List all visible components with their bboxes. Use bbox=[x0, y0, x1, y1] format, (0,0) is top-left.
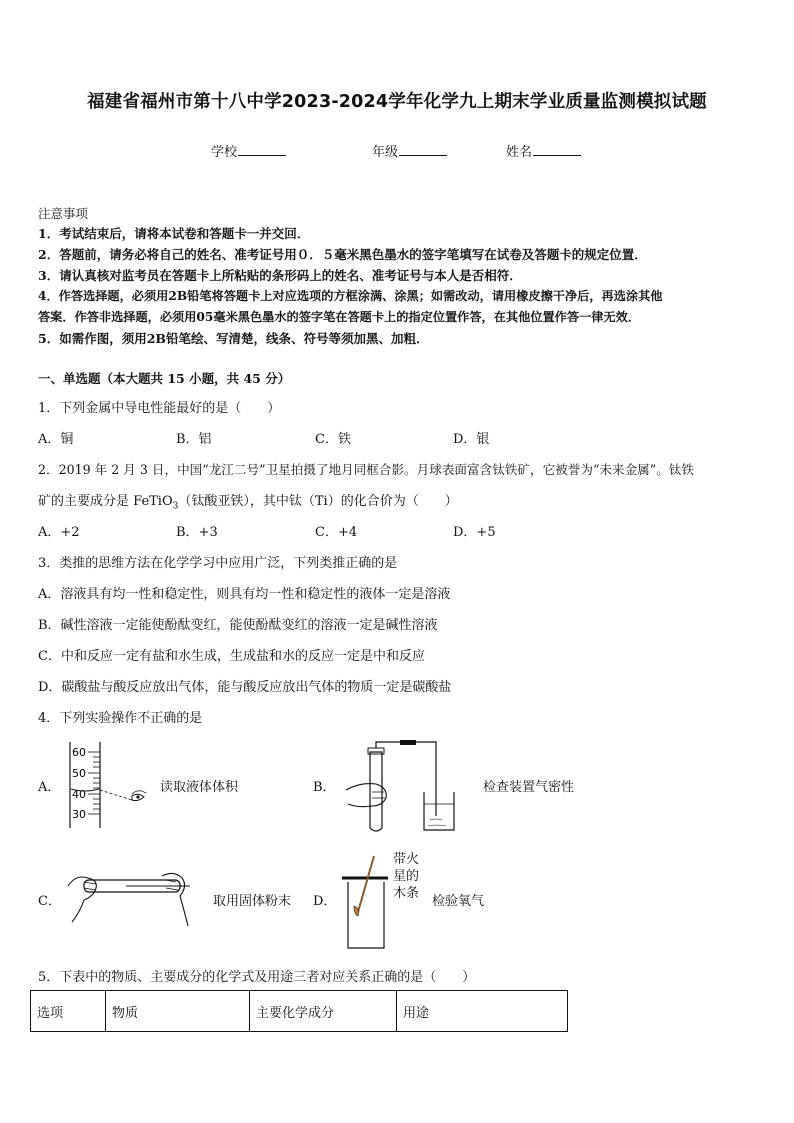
q2-line2-a: 矿的主要成分是 FeTiO bbox=[38, 494, 173, 509]
splint-label-line3: 木条 bbox=[393, 886, 420, 901]
q2-subscript: 3 bbox=[172, 501, 179, 512]
tick-label-60: 60 bbox=[72, 746, 86, 759]
q3-option-b[interactable]: B．碱性溶液一定能使酚酞变红，能使酚酞变红的溶液一定是碱性溶液 bbox=[38, 618, 438, 633]
notice-item-1: 1．考试结束后，请将本试卷和答题卡一并交回． bbox=[38, 226, 310, 241]
q5-stem: 5．下表中的物质、主要成分的化学式及用途三者对应关系正确的是（ ） bbox=[38, 970, 476, 985]
notice-item-4: 4．作答选择题，必须用2B铅笔将答题卡上对应选项的方框涂满、涂黑；如需改动，请用橡皮擦干净后，再选涂其他 bbox=[38, 289, 663, 303]
notice-item-5: 5．如需作图，须用2B铅笔绘、写清楚，线条、符号等须加黑、加粗． bbox=[38, 331, 429, 346]
section-heading: 一、单选题（本大题共 15 小题，共 45 分） bbox=[38, 371, 291, 386]
header-formula: 主要化学成分 bbox=[250, 991, 397, 1032]
q4-option-a-caption: 读取液体体积 bbox=[160, 780, 239, 795]
school-label: 学校 bbox=[211, 145, 238, 160]
q4-option-c-letter[interactable]: C． bbox=[38, 894, 61, 909]
tick-label-50: 50 bbox=[72, 767, 86, 780]
grade-field[interactable] bbox=[372, 141, 447, 160]
q4-option-b-letter[interactable]: B． bbox=[313, 780, 336, 795]
q2-line2 bbox=[38, 490, 458, 512]
airtightness-apparatus-illustration bbox=[336, 738, 470, 834]
q1-stem: 1．下列金属中导电性能最好的是（ ） bbox=[38, 401, 281, 416]
q4-option-a-letter[interactable]: A． bbox=[38, 780, 61, 795]
powder-sampling-illustration bbox=[62, 866, 194, 930]
q3-stem: 3．类推的思维方法在化学学习中应用广泛，下列类推正确的是 bbox=[38, 556, 398, 571]
q2-option-b[interactable]: B．+3 bbox=[176, 525, 218, 540]
school-field[interactable] bbox=[211, 141, 286, 160]
notice-item-4-cont: 答案．作答非选择题，必须用05毫米黑色墨水的签字笔在答题卡上的指定位置作答，在其他位置作答一律无效． bbox=[38, 310, 640, 324]
q4-stem: 4．下列实验操作不正确的是 bbox=[38, 711, 203, 726]
q2-option-c[interactable]: C．+4 bbox=[315, 525, 358, 540]
q3-option-d[interactable]: D．碳酸盐与酸反应放出气体，能与酸反应放出气体的物质一定是碳酸盐 bbox=[38, 680, 452, 695]
name-blank[interactable] bbox=[533, 143, 581, 156]
q2-line2-b: （钛酸亚铁），其中钛（Ti）的化合价为（ ） bbox=[178, 494, 458, 509]
q2-option-d[interactable]: D．+5 bbox=[453, 525, 496, 540]
q1-option-d[interactable]: D．银 bbox=[453, 432, 490, 447]
tick-label-40: 40 bbox=[72, 788, 86, 801]
name-label: 姓名 bbox=[506, 145, 533, 160]
q1-option-c[interactable]: C．铁 bbox=[315, 432, 351, 447]
q2-option-a[interactable]: A．+2 bbox=[38, 525, 80, 540]
header-use: 用途 bbox=[397, 991, 568, 1032]
name-field[interactable] bbox=[506, 141, 581, 160]
graduated-cylinder-illustration bbox=[60, 742, 160, 828]
q4-option-b-caption: 检查装置气密性 bbox=[483, 780, 575, 795]
page-title: 福建省福州市第十八中学2023-2024学年化学九上期末学业质量监测模拟试题 bbox=[87, 92, 707, 112]
splint-label bbox=[393, 851, 419, 902]
school-blank[interactable] bbox=[238, 143, 286, 156]
oxygen-test-illustration bbox=[338, 852, 390, 950]
q2-line1: 2．2019 年 2 月 3 日，中国“龙江二号”卫星拍摄了地月同框合影。月球表面富含钛铁矿，它被誉为“未来金属”。钛铁 bbox=[38, 462, 694, 477]
q1-option-b[interactable]: B．铝 bbox=[176, 432, 212, 447]
q4-option-c-caption: 取用固体粉末 bbox=[213, 894, 292, 909]
q3-option-c[interactable]: C．中和反应一定有盐和水生成，生成盐和水的反应一定是中和反应 bbox=[38, 649, 425, 664]
grade-blank[interactable] bbox=[399, 143, 447, 156]
header-substance: 物质 bbox=[106, 991, 250, 1032]
q4-option-d-letter[interactable]: D． bbox=[313, 894, 337, 909]
q4-option-d-caption: 检验氧气 bbox=[432, 894, 485, 909]
notice-item-2: 2．答题前，请务必将自己的姓名、准考证号用０．５毫米黑色墨水的签字笔填写在试卷及答题卡的规定位置． bbox=[38, 247, 647, 262]
q1-option-a[interactable]: A．铜 bbox=[38, 432, 74, 447]
header-option: 选项 bbox=[31, 991, 106, 1032]
q5-table bbox=[30, 990, 568, 1032]
splint-label-line1: 带火 bbox=[393, 852, 420, 867]
table-header-row bbox=[31, 991, 568, 1032]
notice-item-3: 3．请认真核对监考员在答题卡上所粘贴的条形码上的姓名、准考证号与本人是否相符． bbox=[38, 268, 522, 283]
tick-label-30: 30 bbox=[72, 808, 86, 821]
splint-label-line2: 星的 bbox=[393, 869, 420, 884]
notice-heading: 注意事项 bbox=[38, 206, 89, 221]
grade-label: 年级 bbox=[372, 145, 399, 160]
q3-option-a[interactable]: A．溶液具有均一性和稳定性，则具有均一性和稳定性的液体一定是溶液 bbox=[38, 587, 451, 602]
